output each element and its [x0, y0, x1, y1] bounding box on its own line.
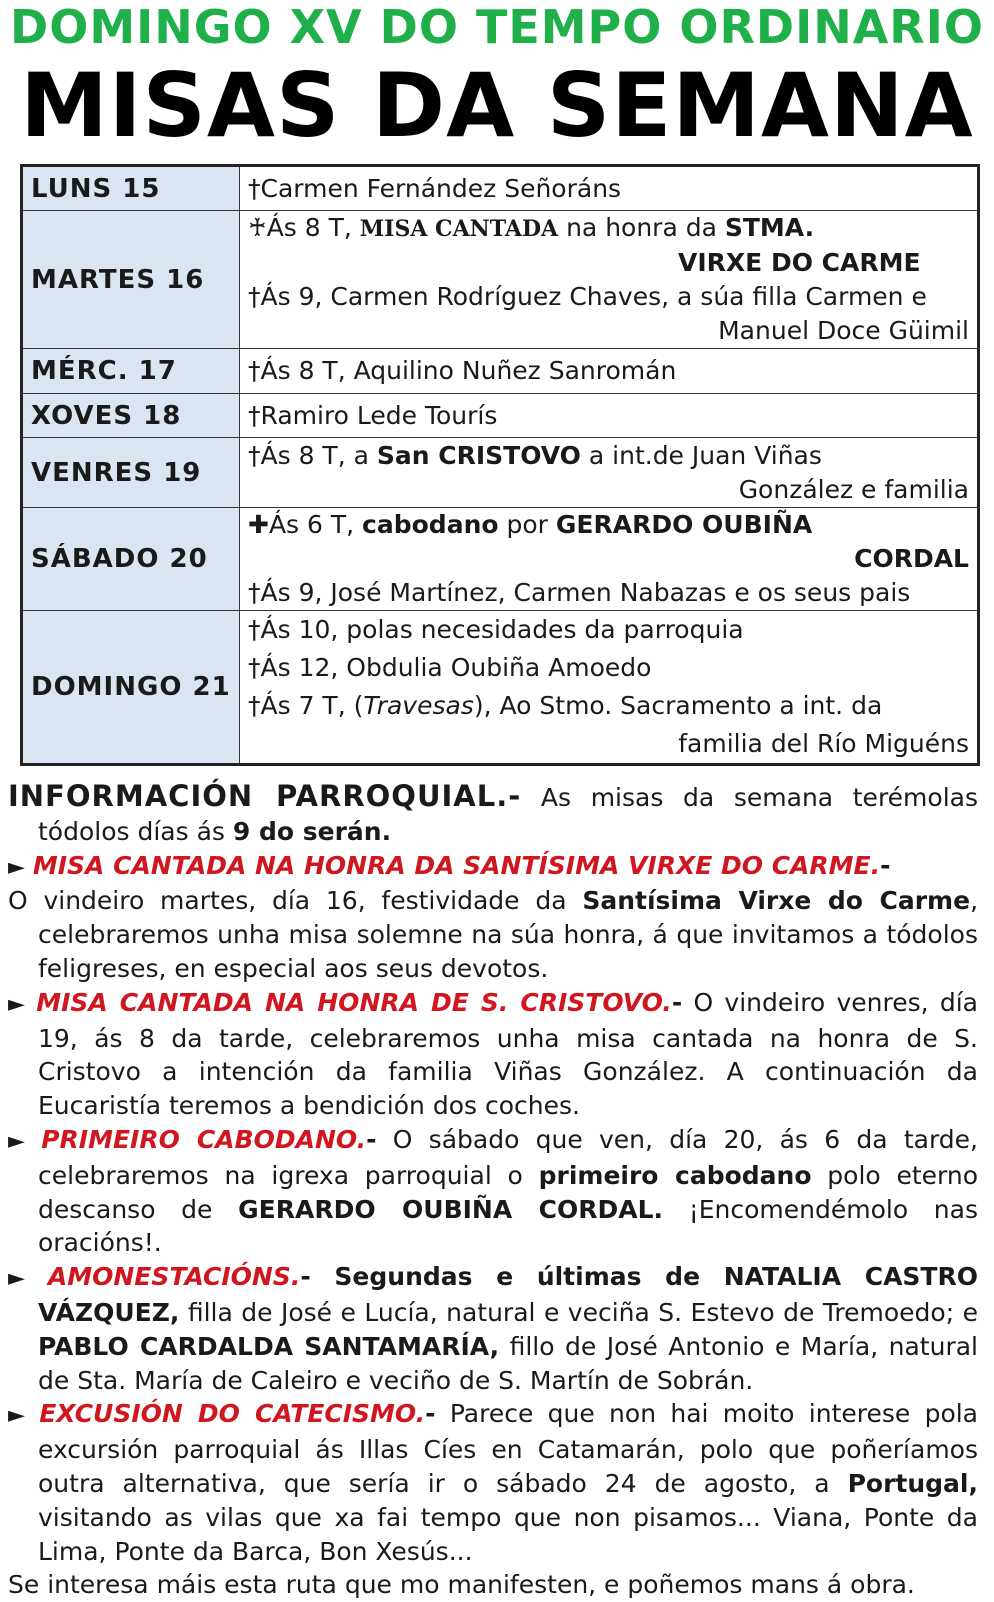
mass-intentions — [240, 211, 979, 349]
mass-line — [248, 211, 969, 246]
mass-text: ), Ao Stmo. Sacramento a int. da — [473, 691, 883, 720]
notice-dash: - — [880, 850, 891, 880]
mass-line: †Ramiro Lede Tourís — [248, 400, 498, 430]
info-paragraph — [8, 780, 978, 849]
bullet-arrow-icon: ► — [8, 1128, 25, 1154]
day-label: VENRES 19 — [22, 438, 240, 508]
info-paragraph — [8, 884, 978, 985]
schedule-row-merc — [22, 349, 979, 394]
info-text: visitando as vilas que xa fai tempo que non pisamos... Viana, Ponte da Lima, Ponte da Barca, Bon Xesús... — [38, 1502, 978, 1566]
info-text: fillo de José Antonio e María, natural de Sta. María de Caleiro e veciño de S. Martín de Sobrán. — [38, 1331, 978, 1395]
mass-text-bold: San CRISTOVO — [376, 440, 581, 470]
info-text: Parece que non hai moito interese pola excursión parroquial ás Illas Cíes en Catamarán, polo que poñeríamos outra alternativa, que sería ir o sábado 24 de agosto, a — [38, 1399, 979, 1498]
mass-text: †Ás 7 T, ( — [248, 691, 364, 720]
notice-heading: PRIMEIRO CABODANO. — [41, 1124, 367, 1154]
mass-text: na honra da — [558, 213, 725, 242]
mass-line: Manuel Doce Güimil — [718, 316, 969, 345]
mass-intentions — [240, 438, 979, 508]
mass-schedule-table — [20, 164, 980, 766]
info-text-bold: primeiro cabodano — [538, 1160, 812, 1190]
day-label: LUNS 15 — [22, 166, 240, 211]
notice-heading: MISA CANTADA NA HONRA DE S. CRISTOVO. — [36, 987, 672, 1017]
day-label: DOMINGO 21 — [22, 611, 240, 765]
notice-heading: MISA CANTADA NA HONRA DA SANTÍSIMA VIRXE DO CARME. — [32, 850, 881, 880]
notice-dash: - — [425, 1399, 436, 1429]
notice-heading: AMONESTACIÓNS. — [47, 1262, 301, 1292]
mass-intentions — [240, 349, 979, 394]
bullet-arrow-icon: ► — [8, 1266, 25, 1292]
info-text-bold: 9 do serán. — [232, 816, 392, 846]
info-text: O vindeiro venres, día 19, ás 8 da tarde, celebraremos unha misa cantada na honra de S. Cristovo a intención da familia Viñas González. A continuación da Eucaristía teremos a bendición dos coches. — [38, 987, 979, 1121]
misa-cantada-label: MISA CANTADA — [359, 216, 559, 242]
bullet-arrow-icon: ► — [8, 991, 25, 1017]
info-text: O sábado que ven, día 20, ás 6 da tarde, celebraremos na igrexa parroquial o — [38, 1124, 978, 1190]
sunday-subtitle: DOMINGO XV DO TEMPO ORDINARIO — [10, 0, 984, 54]
info-text-bold: Portugal, — [847, 1468, 978, 1498]
info-text-bold: Segundas e últimas de NATALIA CASTRO VÁZQUEZ, — [38, 1262, 978, 1327]
info-text: filla de José e Lucía, natural e veciña S. Estevo de Tremoedo; e — [179, 1297, 978, 1327]
schedule-row-domingo — [22, 611, 979, 765]
mass-text: ♰Ás 8 T, — [248, 213, 360, 242]
mass-intentions — [240, 611, 979, 765]
mass-text: por — [498, 510, 556, 539]
info-text-bold: PABLO CARDALDA SANTAMARÍA, — [38, 1331, 500, 1361]
day-label: XOVES 18 — [22, 394, 240, 438]
mass-line: †Ás 9, José Martínez, Carmen Nabazas e os seus pais — [248, 578, 911, 607]
schedule-row-xoves — [22, 394, 979, 438]
mass-line: †Ás 12, Obdulia Oubiña Amoedo — [248, 653, 652, 682]
mass-line — [248, 508, 969, 542]
page-title: MISAS DA SEMANA — [20, 54, 974, 157]
info-paragraph — [8, 1260, 978, 1397]
mass-line: †Ás 9, Carmen Rodríguez Chaves, a súa filla Carmen e — [248, 282, 927, 311]
mass-text: †Ás 8 T, a — [248, 440, 377, 470]
notice-heading: EXCUSIÓN DO CATECISMO. — [39, 1399, 426, 1429]
info-paragraph — [8, 1397, 978, 1568]
info-text: , celebraremos unha misa solemne na súa honra, á que invitamos a tódolos feligreses, en especial aos seus devotos. — [38, 886, 979, 983]
notice-dash: - — [366, 1124, 377, 1154]
mass-text: ✚Ás 6 T, — [248, 510, 363, 539]
day-label: MARTES 16 — [22, 211, 240, 349]
schedule-row-luns — [22, 166, 979, 211]
schedule-row-martes — [22, 211, 979, 349]
info-text: As misas da semana terémolas tódolos días ás — [38, 783, 978, 846]
mass-line: familia del Río Miguéns — [678, 729, 969, 758]
info-heading: INFORMACIÓN PARROQUIAL.- — [8, 779, 522, 813]
schedule-row-sabado — [22, 508, 979, 611]
mass-text-bold: cabodano — [362, 510, 499, 539]
bullet-arrow-icon: ► — [8, 1403, 25, 1429]
mass-text: a int.de Juan Viñas — [580, 440, 822, 470]
mass-intentions — [240, 166, 979, 211]
mass-line: †Ás 8 T, Aquilino Nuñez Sanromán — [248, 356, 677, 385]
mass-intentions — [240, 508, 979, 611]
info-paragraph — [8, 849, 978, 885]
info-text-bold: GERARDO OUBIÑA CORDAL. — [238, 1194, 664, 1224]
info-paragraph: Se interesa máis esta ruta que mo manifesten, e poñemos mans á obra. — [8, 1570, 915, 1600]
info-paragraph — [8, 1123, 978, 1260]
notice-dash: - — [671, 987, 683, 1017]
info-text: ¡Encomendémolo nas oracións!. — [38, 1194, 978, 1258]
mass-line: VIRXE DO CARME — [678, 248, 921, 277]
schedule-row-venres — [22, 438, 979, 508]
mass-line — [248, 687, 969, 725]
bullet-arrow-icon: ► — [8, 854, 25, 880]
parish-information — [8, 780, 978, 1602]
notice-dash: - — [300, 1262, 311, 1292]
mass-text-bold: STMA. — [724, 213, 815, 242]
mass-text-bold: GERARDO OUBIÑA — [555, 510, 813, 539]
mass-line: †Carmen Fernández Señoráns — [248, 173, 622, 203]
info-text-bold: Santísima Virxe do Carme — [582, 886, 971, 916]
mass-line: †Ás 10, polas necesidades da parroquia — [248, 615, 744, 644]
mass-line: González e familia — [738, 474, 969, 504]
day-label: SÁBADO 20 — [22, 508, 240, 611]
info-text: O vindeiro martes, día 16, festividade da — [8, 886, 583, 916]
mass-line — [248, 439, 969, 473]
mass-line: CORDAL — [854, 544, 969, 573]
day-label: MÉRC. 17 — [22, 349, 240, 394]
info-text: polo eterno descanso de — [38, 1160, 979, 1224]
info-paragraph — [8, 986, 978, 1123]
mass-text-italic: Travesas — [363, 691, 474, 720]
mass-intentions — [240, 394, 979, 438]
